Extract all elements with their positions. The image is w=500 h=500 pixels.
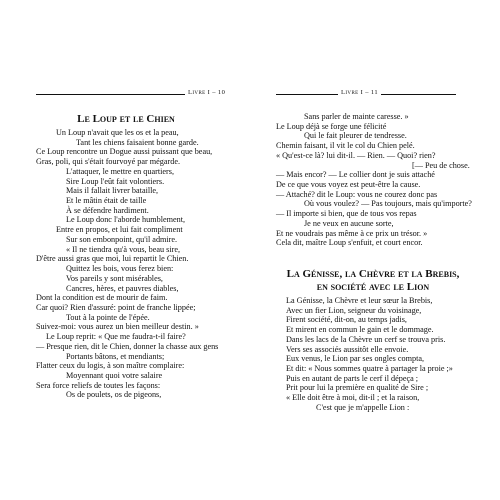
verse-line: Ce Loup rencontre un Dogue aussi puissant que beau, <box>36 147 213 157</box>
verse-line: Dans les lacs de la Chèvre un cerf se trouva pris. <box>286 334 446 344</box>
verse-line: [— Peu de chose. <box>412 160 470 170</box>
verse-line: « Elle doit être à moi, dit-il ; et la raison, <box>286 393 420 403</box>
verse-line: Et mirent en commun le gain et le dommage. <box>286 325 434 335</box>
verse-line: Tout à la pointe de l'épée. <box>66 312 150 322</box>
verse-line: Firent société, dit-on, au temps jadis, <box>286 315 407 325</box>
verse-line: C'est que je m'appelle Lion : <box>316 402 410 412</box>
fable-title-genisse-line2: en société avec le Lion <box>316 281 430 293</box>
verse-line: Quittez les bois, vous ferez bien: <box>66 264 174 274</box>
verse-line: « Il ne tiendra qu'à vous, beau sire, <box>66 244 181 254</box>
right-page <box>250 0 500 500</box>
verse-line: Flatter ceux du logis, à son maître complaire: <box>36 361 185 371</box>
left-running-head: Livre I – 10 <box>185 88 228 98</box>
verse-line: Prit pour lui la première en qualité de Sire ; <box>286 383 429 393</box>
verse-line: Je ne veux en aucune sorte, <box>304 218 394 228</box>
verse-line: — Mais encor? — Le collier dont je suis attaché <box>276 170 435 180</box>
verse-line: Entre en propos, et lui fait compliment <box>56 225 183 235</box>
verse-line: — Il importe si bien, que de tous vos repas <box>276 209 417 219</box>
verse-line: Le Loup déjà se forge une félicité <box>276 121 387 131</box>
verse-line: Vers ses associés aussitôt elle envoie. <box>286 344 409 354</box>
fable-title-genisse-line1: La Génisse, la Chèvre et la Brebis, <box>286 268 460 280</box>
verse-line: La Génisse, la Chèvre et leur sœur la Brebis, <box>286 296 433 305</box>
verse-line: Portants bâtons, et mendiants; <box>66 351 165 361</box>
verse-line: Sire Loup l'eût fait volontiers. <box>66 176 165 186</box>
verse-line: Os de poulets, os de pigeons, <box>66 390 162 400</box>
verse-line: Dont la condition est de mourir de faim. <box>36 293 168 303</box>
verse-line: Gras, poli, qui s'était fourvoyé par mégarde. <box>36 157 181 167</box>
right-running-head: Livre I – 11 <box>338 88 381 98</box>
verse-line: Cancres, hères, et pauvres diables, <box>66 283 179 293</box>
verse-line: Et le mâtin était de taille <box>66 196 147 206</box>
verse-line: Avec un fier Lion, seigneur du voisinage, <box>286 305 422 315</box>
verse-line: Moyennant quoi votre salaire <box>66 370 163 380</box>
verse-line: Et dit: « Nous sommes quatre à partager la proie ;» <box>286 364 453 374</box>
right-verse-block-lower <box>276 296 453 413</box>
verse-line: Puis en autant de parts le cerf il dépeça ; <box>286 373 419 383</box>
verse-line: L'attaquer, le mettre en quartiers, <box>66 166 174 176</box>
verse-line: Sans parler de mainte caresse. » <box>304 112 409 121</box>
verse-line: Le Loup reprit: « Que me faudra-t-il faire? <box>46 332 186 342</box>
verse-line: — Attaché? dit le Loup: vous ne courez donc pas <box>276 189 438 199</box>
verse-line: Sur son embonpoint, qu'il admire. <box>66 234 178 244</box>
verse-line: Qui le fait pleurer de tendresse. <box>304 131 407 141</box>
verse-line: D'être aussi gras que moi, lui repartit le Chien. <box>36 254 189 264</box>
verse-line: Où vous voulez? — Pas toujours, mais qu'importe? <box>304 199 472 209</box>
verse-line: Un Loup n'avait que les os et la peau, <box>56 128 179 137</box>
verse-line: De ce que vous voyez est peut-être la cause. <box>276 180 421 190</box>
verse-line: « Qu'est-ce là? lui dit-il. — Rien. — Quoi? rien? <box>276 150 436 160</box>
right-verse-block-upper <box>276 112 472 248</box>
verse-line: Tant les chiens faisaient bonne garde. <box>76 137 199 147</box>
fable-title-loup-chien: Le Loup et le Chien <box>77 113 175 125</box>
verse-line: Vos pareils y sont misérables, <box>66 273 163 283</box>
verse-line: Chemin faisant, il vit le col du Chien pelé. <box>276 141 415 151</box>
verse-line: Le Loup donc l'aborde humblement, <box>66 215 186 225</box>
verse-line: Suivez-moi: vous aurez un bien meilleur destin. » <box>36 322 199 332</box>
verse-line: Eux venus, le Lion par ses ongles compta, <box>286 354 425 364</box>
verse-line: Mais il fallait livrer bataille, <box>66 186 159 196</box>
verse-line: À se défendre hardiment. <box>66 205 149 215</box>
verse-line: Cela dit, maître Loup s'enfuit, et court encor. <box>276 238 423 248</box>
verse-line: Car quoi? Rien d'assuré: point de franche lippée; <box>36 302 196 312</box>
verse-line: Et ne voudrais pas même à ce prix un trésor. » <box>276 228 428 238</box>
verse-line: — Presque rien, dit le Chien, donner la chasse aux gens <box>36 341 219 351</box>
left-verse-block <box>36 128 218 400</box>
verse-line: Sera force reliefs de toutes les façons: <box>36 380 161 390</box>
